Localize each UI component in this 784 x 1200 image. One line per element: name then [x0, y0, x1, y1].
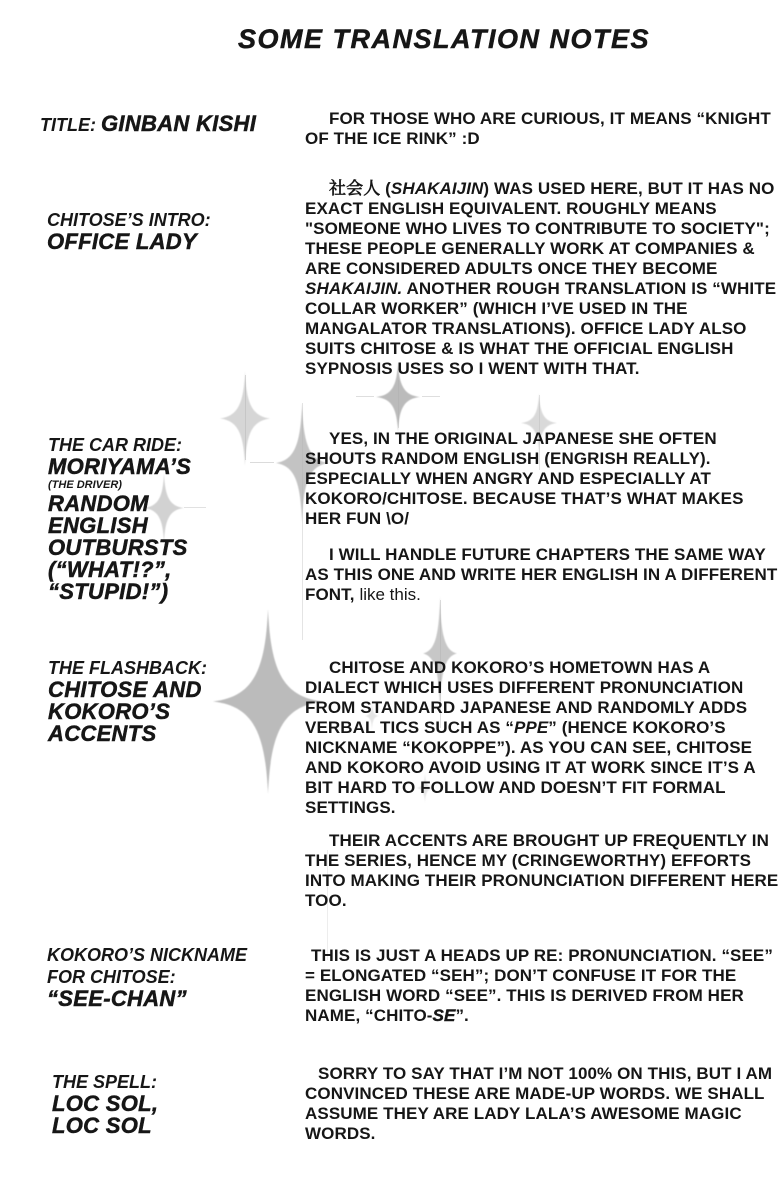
label-line: CHITOSE’S INTRO: [47, 210, 211, 230]
label-line: ACCENTS [48, 721, 157, 746]
note-accents [305, 658, 781, 818]
note-text-plain-font: like this. [359, 585, 421, 604]
note-text-italic: PPE [513, 718, 549, 737]
note-different-font [305, 545, 781, 605]
label-line: “SEE-CHAN” [47, 986, 187, 1011]
glint-line [422, 396, 440, 397]
label-title-prefix: TITLE: [40, 115, 101, 135]
note-text: THEIR ACCENTS ARE BROUGHT UP FREQUENTLY IN THE SERIES, HENCE MY (CRINGEWORTHY) EFFORTS INTO MAKING THEIR PRONUNCIATION DIFFERENT HERE TOO. [305, 831, 779, 910]
label-line: (“WHAT!?”, [48, 557, 172, 582]
label-line: RANDOM [48, 491, 149, 516]
label-title [40, 112, 256, 139]
label-line: LOC SOL, [52, 1091, 159, 1116]
label-line: OFFICE LADY [47, 229, 197, 254]
note-text: THIS IS JUST A HEADS UP RE: PRONUNCIATION. “SEE” = ELONGATED “SEH”; DON’T CONFUSE IT FOR THE ENGLISH WORD “SEE”. THIS IS DERIVED FROM HER NAME, “CHITO- [305, 946, 773, 1025]
note-text-italic: SHAKAIJIN [390, 179, 484, 198]
note-spell [305, 1064, 781, 1144]
note-text: I WILL HANDLE FUTURE CHAPTERS THE SAME WAY AS THIS ONE AND WRITE HER ENGLISH IN A DIFFERENT FONT, [305, 545, 778, 604]
label-line: MORIYAMA’S [48, 454, 192, 479]
note-text: 社会人 ( [329, 179, 391, 198]
label-line: KOKORO’S [48, 699, 171, 724]
note-title-meaning [305, 109, 781, 149]
note-text: FOR THOSE WHO ARE CURIOUS, IT MEANS “KNIGHT OF THE ICE RINK” :D [305, 109, 771, 148]
note-accents-2 [305, 831, 781, 911]
label-line: LOC SOL [52, 1113, 152, 1138]
note-text-italic: SHAKAIJIN. [305, 279, 403, 298]
note-office-lady [305, 179, 781, 379]
label-spell [52, 1071, 158, 1137]
label-line: FOR CHITOSE: [47, 967, 176, 987]
note-text: CHITOSE AND KOKORO’S HOMETOWN HAS A DIALECT WHICH USES DIFFERENT PRONUNCIATION FROM STANDARD JAPANESE AND RANDOMLY ADDS VERBAL TICS SUCH AS “ [305, 658, 748, 737]
label-title-name: GINBAN KISHI [101, 111, 257, 136]
label-line: ENGLISH [48, 513, 148, 538]
note-see-chan [305, 946, 781, 1026]
note-text: ) WAS USED HERE, BUT IT HAS NO EXACT ENGLISH EQUIVALENT. ROUGHLY MEANS "SOMEONE WHO LIVES TO CONTRIBUTE TO SOCIETY"; THESE PEOPLE GENERALLY WORK AT COMPANIES & ARE CONSIDERED ADULTS ONCE THEY BECOME [305, 179, 775, 278]
note-text: YES, IN THE ORIGINAL JAPANESE SHE OFTEN SHOUTS RANDOM ENGLISH (ENGRISH REALLY). ESPECIALLY WHEN ANGRY AND ESPECIALLY AT KOKORO/CHITOSE. BECAUSE THAT’S WHAT MAKES HER FUN \O/ [305, 429, 744, 528]
label-chitose-intro [47, 209, 211, 253]
label-line: THE SPELL: [52, 1072, 158, 1092]
note-text-bold-italic: SE [432, 1006, 456, 1025]
label-flashback [48, 657, 207, 745]
note-text: ANOTHER ROUGH TRANSLATION IS “WHITE COLLAR WORKER” (WHICH I’VE USED IN THE MANGALATOR TRANSLATIONS). OFFICE LADY ALSO SUITS CHITOSE & IS WHAT THE OFFICIAL ENGLISH SYPNOSIS USES SO I WENT WITH THAT. [305, 279, 777, 378]
sparkle-icon [220, 371, 270, 466]
note-text: ”. [455, 1006, 469, 1025]
note-text: SORRY TO SAY THAT I’M NOT 100% ON THIS, BUT I AM CONVINCED THESE ARE MADE-UP WORDS. WE SHALL ASSUME THEY ARE LADY LALA’S AWESOME MAGIC WORDS. [305, 1064, 773, 1143]
label-line: OUTBURSTS [48, 535, 188, 560]
label-line: THE FLASHBACK: [48, 658, 207, 678]
page-title: SOME TRANSLATION NOTES [238, 24, 651, 54]
label-line-small: (THE DRIVER) [48, 479, 122, 491]
glint-line [356, 396, 374, 397]
note-engrish [305, 429, 781, 529]
label-line: “STUPID!”) [48, 579, 169, 604]
label-line: CHITOSE AND [48, 677, 202, 702]
note-text: ” (HENCE KOKORO’S NICKNAME “KOKOPPE”). AS YOU CAN SEE, CHITOSE AND KOKORO AVOID USING IT AT WORK SINCE IT’S A BIT HARD TO FOLLOW AND DOESN’T FIT FORMAL SETTINGS. [305, 718, 756, 817]
label-car-ride [48, 434, 191, 603]
label-line: KOKORO’S NICKNAME [47, 945, 248, 965]
label-nickname [47, 944, 247, 1010]
label-line: THE CAR RIDE: [48, 435, 182, 455]
